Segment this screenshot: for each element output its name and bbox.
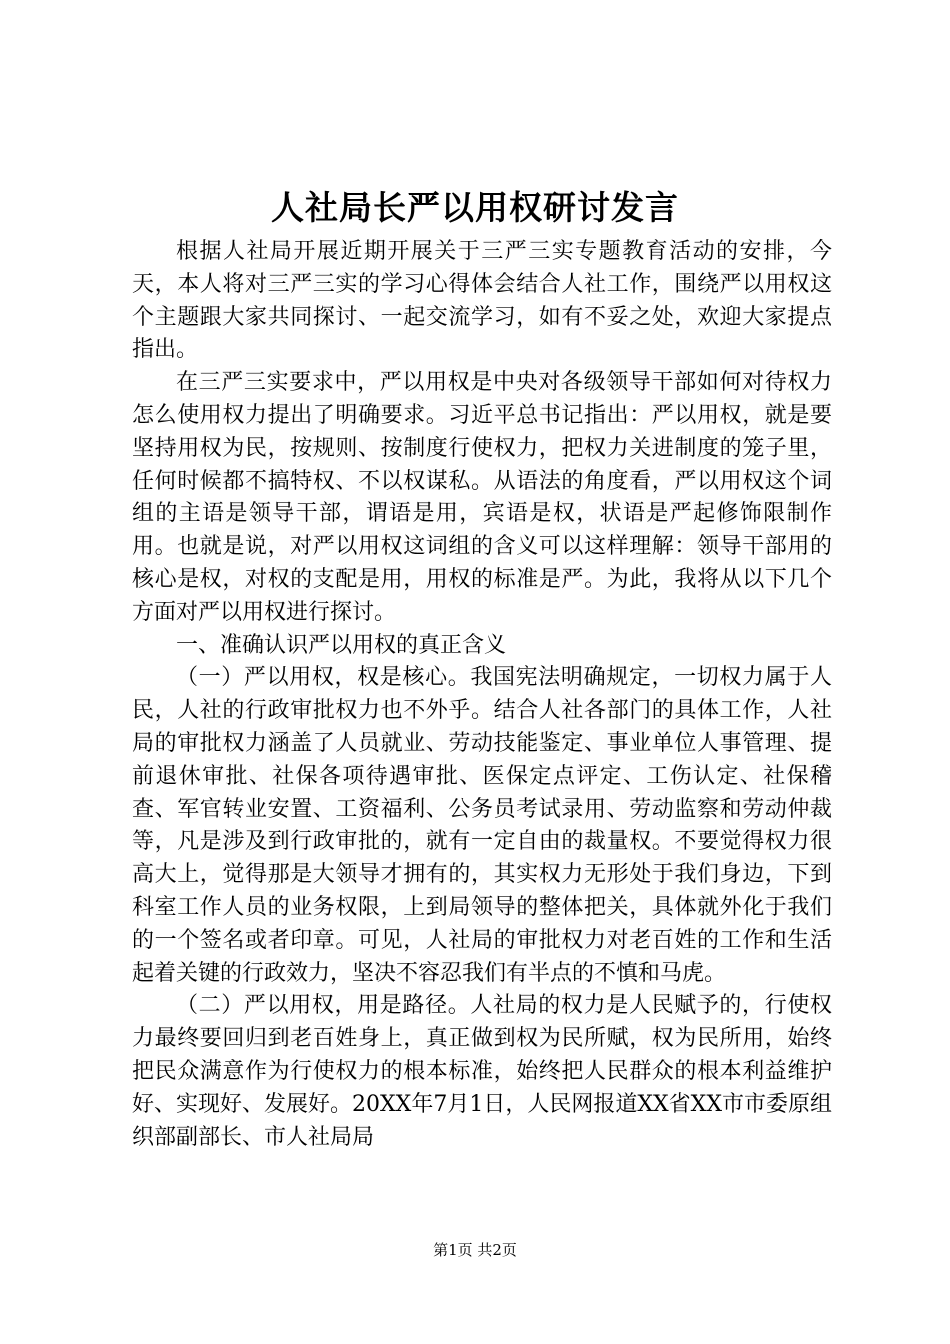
section-heading: 一、准确认识严以用权的真正含义	[176, 632, 507, 658]
paragraph-intro: 根据人社局开展近期开展关于三严三实专题教育活动的安排，今天，本人将对三严三实的学习心得体会结合人社工作，围绕严以用权这个主题跟大家共同探讨、一起交流学习，如有不妥之处，欢迎大家提点指出。	[132, 239, 832, 363]
page-number: 第1页 共2页	[433, 1241, 517, 1259]
paragraph-power-core: （一）严以用权，权是核心。我国宪法明确规定，一切权力属于人民，人社的行政审批权力也不外乎。结合人社各部门的具体工作，人社局的审批权力涵盖了人员就业、劳动技能鉴定、事业单位人事管理、提前退休审批、社保各项待遇审批、医保定点评定、工伤认定、社保稽查、军官转业安置、工资福利、公务员考试录用、劳动监察和劳动仲裁等，凡是涉及到行政审批的，就有一定自由的裁量权。不要觉得权力很高大上，觉得那是大领导才拥有的，其实权力无形处于我们身边，下到科室工作人员的业务权限，上到局领导的整体把关，具体就外化于我们的一个签名或者印章。可见，人社局的审批权力对老百姓的工作和生活起着关键的行政效力，坚决不容忍我们有半点的不慎和马虎。	[132, 665, 832, 986]
document-body	[132, 236, 832, 1154]
paragraph-requirements: 在三严三实要求中，严以用权是中央对各级领导干部如何对待权力怎么使用权力提出了明确要求。习近平总书记指出：严以用权，就是要坚持用权为民，按规则、按制度行使权力，把权力关进制度的笼子里，任何时候都不搞特权、不以权谋私。从语法的角度看，严以用权这个词组的主语是领导干部，谓语是用，宾语是权，状语是严起修饰限制作用。也就是说，对严以用权这词组的含义可以这样理解：领导干部用的核心是权，对权的支配是用，用权的标准是严。为此，我将从以下几个方面对严以用权进行探讨。	[132, 370, 832, 625]
paragraph-use-path: （二）严以用权，用是路径。人社局的权力是人民赋予的，行使权力最终要回归到老百姓身上，真正做到权为民所赋，权为民所用，始终把民众满意作为行使权力的根本标准，始终把人民群众的根本利益维护好、实现好、发展好。20XX年7月1日，人民网报道XX省XX市市委原组织部副部长、市人社局局	[132, 993, 832, 1150]
document-title: 人社局长严以用权研讨发言	[271, 188, 679, 227]
